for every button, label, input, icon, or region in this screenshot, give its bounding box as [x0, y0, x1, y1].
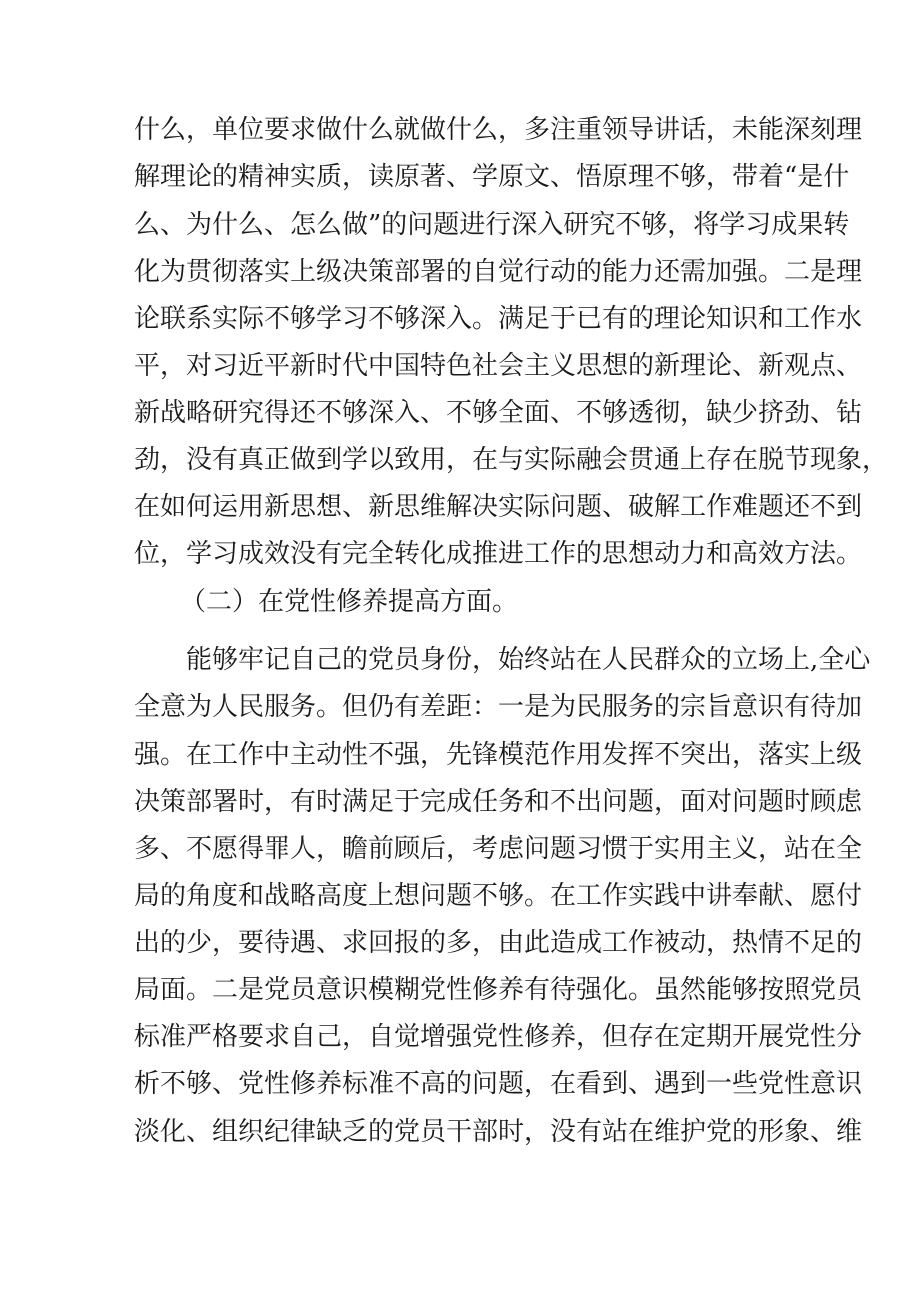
text-line: 劲，没有真正做到学以致用，在与实际融会贯通上存在脱节现象， — [134, 445, 889, 475]
text-line: 全意为人民服务。但仍有差距：一是为民服务的宗旨意识有待加 — [134, 692, 863, 722]
text-line: 么、为什么、怎么做”的问题进行深入研究不够，将学习成果转 — [134, 210, 850, 240]
text-line: 局面。二是党员意识模糊党性修养有待强化。虽然能够按照党员 — [134, 975, 863, 1005]
text-line: 淡化、组织纪律缺乏的党员干部时，没有站在维护党的形象、维 — [134, 1117, 863, 1147]
text-line: 标准严格要求自己，自觉增强党性修养，但存在定期开展党性分 — [134, 1022, 863, 1052]
text-line: 决策部署时，有时满足于完成任务和不出问题，面对问题时顾虑 — [134, 787, 863, 817]
text-line: 出的少，要待遇、求回报的多，由此造成工作被动，热情不足的 — [134, 928, 863, 958]
text-line: 解理论的精神实质，读原著、学原文、悟原理不够，带着“是什 — [134, 162, 850, 192]
text-line: 位，学习成效没有完全转化成推进工作的思想动力和高效方法。 — [134, 539, 863, 569]
text-line: 多、不愿得罪人，瞻前顾后，考虑问题习惯于实用主义，站在全 — [134, 834, 863, 864]
text-line: 强。在工作中主动性不强，先锋模范作用发挥不突出，落实上级 — [134, 740, 863, 770]
text-line: 化为贯彻落实上级决策部署的自觉行动的能力还需加强。二是理 — [134, 257, 863, 287]
text-line: 平，对习近平新时代中国特色社会主义思想的新理论、新观点、 — [134, 351, 863, 381]
text-line: 析不够、党性修养标准不高的问题，在看到、遇到一些党性意识 — [134, 1069, 863, 1099]
text-line: 局的角度和战略高度上想问题不够。在工作实践中讲奉献、愿付 — [134, 881, 863, 911]
section-heading: （二）在党性修养提高方面。 — [180, 587, 519, 617]
text-line: 新战略研究得还不够深入、不够全面、不够透彻，缺少挤劲、钻 — [134, 398, 863, 428]
text-line: 能够牢记自己的党员身份，始终站在人民群众的立场上,全心 — [186, 645, 871, 675]
text-line: 在如何运用新思想、新思维解决实际问题、破解工作难题还不到 — [134, 492, 863, 522]
text-line: 论联系实际不够学习不够深入。满足于已有的理论知识和工作水 — [134, 304, 863, 334]
text-line: 什么，单位要求做什么就做什么，多注重领导讲话，未能深刻理 — [134, 115, 863, 145]
